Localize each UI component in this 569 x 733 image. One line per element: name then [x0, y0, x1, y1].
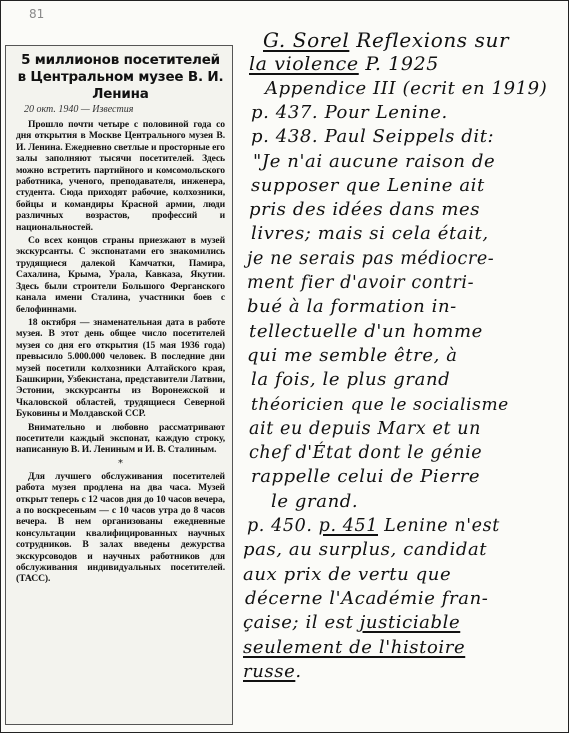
clipping-paragraph-5 [16, 471, 225, 585]
note-line: G. Sorel Reflexions sur [263, 28, 510, 52]
note-line: pris des idées dans mes [249, 199, 481, 221]
agency-signature: (ТАСС). [16, 573, 51, 585]
note-line: la fois, le plus grand [251, 369, 451, 391]
note-line: supposer que Lenine ait [251, 174, 485, 196]
note-line: aux prix de vertu que [243, 563, 452, 585]
note-line: rappelle celui de Pierre [251, 466, 481, 488]
section-star: * [118, 457, 123, 469]
note-line: chef d'État dont le génie [249, 443, 483, 464]
note-line: ment fier d'avoir contri- [247, 273, 475, 293]
note-line: "Je n'ai aucune raison de [253, 150, 496, 172]
clipping-paragraph-4: Внимательно и любовно рассматривают посетители каждый экспонат, каждую строку, написанную В. И. Лениным и И. В. Сталиным. [16, 421, 225, 456]
clipping-dateline: 20 окт. 1940 — Известия [24, 104, 134, 115]
archive-number: 81 [29, 7, 45, 21]
clipping-paragraph-2: Со всех концов страны приезжают в музей экскурсанты. С экспонатами его знакомились трудящиеся далекой Камчатки, Памира, Сахалина, Крыма, Урала, Кавказа, Якутии. Здесь были строители Большого Ферганского канала имени Сталина, участники боев с белофиннами. [16, 235, 225, 315]
note-line: Appendice III (ecrit en 1919) [265, 77, 548, 99]
note-line: livres; mais si cela était, [251, 223, 489, 245]
note-line: p. 438. Paul Seippels dit: [251, 126, 495, 148]
note-line: russe. [243, 660, 302, 682]
note-line: je ne serais pas médiocre- [247, 248, 495, 269]
note-line: tellectuelle d'un homme [249, 320, 483, 342]
note-line: p. 437. Pour Lenine. [251, 101, 448, 123]
note-line: p. 450. p. 451 Lenine n'est [247, 516, 500, 536]
clipping-headline: 5 миллионов посетителей в Центральном музее В. И. Ленина [17, 52, 224, 102]
note-line: la violence P. 1925 [249, 53, 439, 76]
note-line: pas, au surplus, candidat [243, 539, 488, 561]
note-line: seulement de l'histoire [243, 636, 466, 658]
clipping-paragraph-1: Прошло почти четыре с половиной года со дня открытия в Москве Центрального музея В. И. Ленина. Ежедневно светлые и просторные его залы заполняют тысячи посетителей. Здесь можно встретить партийного и комсомольского работника, ученого, преподавателя, инженера, студента. Сюда приходят рабочие, колхозники, бойцы и командиры Красной армии, люди различных возрастов, профессий и национальностей. [16, 119, 225, 233]
clipping-paragraph-5-text: Для лучшего обслуживания посетителей работа музея продлена на два часа. Музей открыт теперь с 12 часов дня до 10 часов вечера, а по воскресеньям — с 10 часов утра до 8 часов вечера. В нем организованы ежедневные консультации квалифицированных научных сотрудников. В залах введены дежурства экскурсоводов и научных работников для обслуживания индивидуальных посетителей. [16, 470, 225, 574]
note-line: théoricien que le socialisme [251, 394, 509, 415]
note-line: le grand. [271, 490, 359, 512]
note-line: bué à la formation in- [247, 296, 457, 318]
note-line: qui me semble être, à [247, 344, 458, 366]
clipping-paragraph-3: 18 октября — знаменательная дата в работе музея. В этот день общее число посетителей музея со дня его открытия (15 мая 1936 года) превысило 5.000.000 человек. В последние дни музей посетили колхозники Алтайского края, Башкирии, Узбекистана, представители Латвии, Эстонии, экскурсанты из Воронежской и Чкаловской областей, трудящиеся Северной Буковины и Молдавской ССР. [16, 316, 225, 420]
note-line: çaise; il est justiciable [243, 612, 461, 634]
note-line: décerne l'Académie fran- [245, 587, 489, 609]
note-line: ait eu depuis Marx et un [249, 418, 482, 439]
newspaper-clipping [5, 45, 233, 725]
